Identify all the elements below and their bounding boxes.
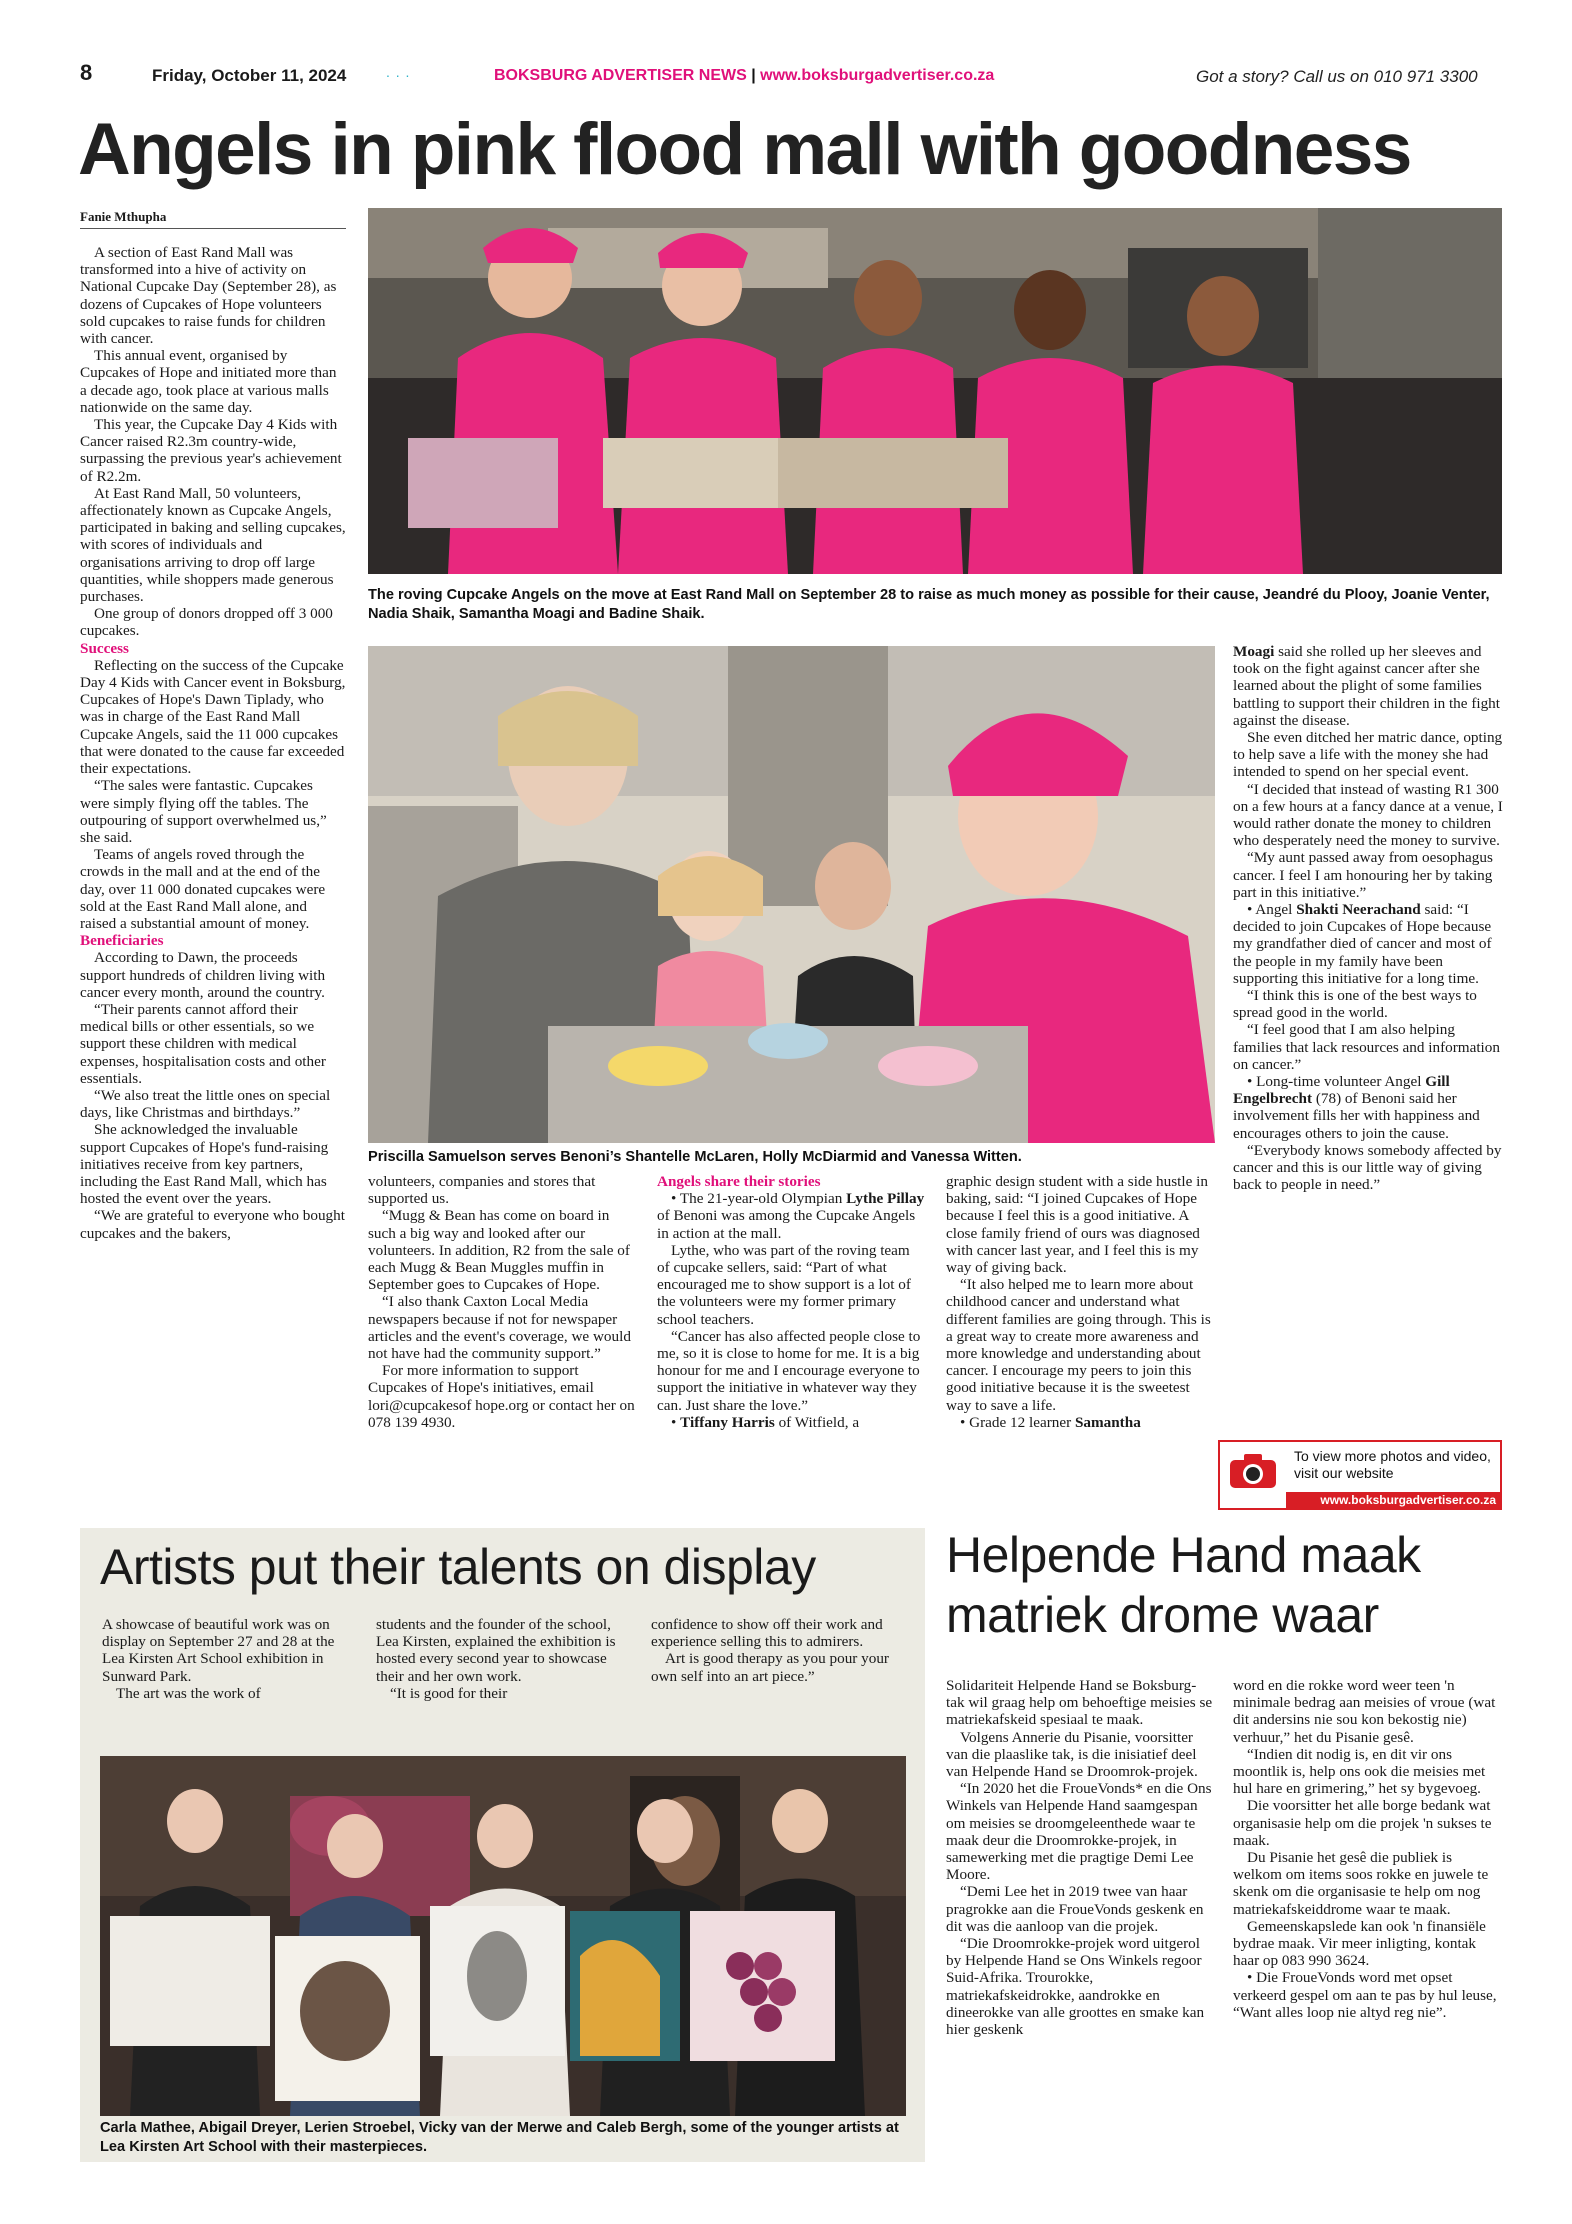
paragraph <box>946 1729 1214 1781</box>
paragraph-text: • Die FroueVonds word met opset verkeerd gespel om aan te pas by hul leuse, “Want alles loop nie altyd reg nie”. <box>1233 1969 1497 2021</box>
paragraph-text: The art was the work of <box>116 1684 261 1702</box>
subheading: Angels share their stories <box>657 1173 821 1190</box>
paragraph-text: said: “I decided to join Cupcakes of Hope because my grandfather died of cancer and most of the people in my family have been supporting this initiative for a long time. <box>1233 901 1492 987</box>
article1-column-3 <box>657 1173 925 1431</box>
paragraph-text: A showcase of beautiful work was on display on September 27 and 28 at the Lea Kirsten Art School exhibition in Sunward Park. <box>102 1616 335 1685</box>
paragraph-text: Solidariteit Helpende Hand se Boksburg-tak wil graag help om behoeftige meisies se matriekafskeid spesiaal te maak. <box>946 1677 1213 1729</box>
paragraph <box>368 1293 636 1362</box>
paragraph-text: According to Dawn, the proceeds support hundreds of children living with cancer every month, around the country. <box>80 949 326 1001</box>
byline: Fanie Mthupha <box>80 209 167 224</box>
paragraph-text: “Demi Lee het in 2019 twee van haar pragrokke aan die FroueVonds geskenk en dit was die aanloop van die projek. <box>946 1883 1204 1935</box>
paragraph-text: (78) of Benoni said her involvement fills her with happiness and encourages others to join the cause. <box>1233 1090 1480 1142</box>
paragraph-text: “We are grateful to everyone who bought cupcakes and the bakers, <box>80 1207 345 1242</box>
person-name: Samantha <box>1074 1413 1141 1431</box>
article1-column-4 <box>946 1173 1214 1431</box>
paragraph <box>946 1935 1214 2038</box>
paragraph <box>80 347 346 416</box>
paragraph-text: word en die rokke word weer teen 'n minimale bedrag aan meisies of vroue (wat dit andersins nie sou kon bekostig nie) verhuur,” het du Pisanie gesê. <box>1233 1677 1496 1746</box>
paragraph <box>946 1780 1214 1883</box>
paragraph <box>657 1242 925 1328</box>
paragraph <box>1233 1969 1503 2021</box>
headline-line-1: Helpende Hand maak <box>946 1527 1421 1583</box>
paragraph-text: Gemeenskapslede kan ook 'n finansiële bydrae maak. Vir meer inligting, kontak haar op 083 990 3624. <box>1233 1917 1486 1970</box>
paragraph <box>1233 1677 1503 1746</box>
paragraph-text: Art is good therapy as you pour your own self into an art piece.” <box>651 1650 889 1685</box>
paragraph <box>80 846 346 932</box>
young-artists-photo <box>100 1756 906 2116</box>
paragraph <box>80 949 346 1001</box>
paragraph <box>1233 901 1503 987</box>
paragraph <box>1233 1849 1503 1918</box>
paragraph <box>102 1616 358 1685</box>
paragraph-text: This year, the Cupcake Day 4 Kids with Cancer raised R2.3m country-wide, surpassing the previous year's achievement of R2.2m. <box>80 416 342 485</box>
paragraph-text: Die voorsitter het alle borge bedank wat organisasie help om die projek 'n sukses te maak. <box>1233 1797 1492 1849</box>
paragraph <box>80 1001 346 1087</box>
article3-column-2 <box>1233 1677 1503 2021</box>
paragraph <box>368 1362 636 1431</box>
byline-rule <box>80 228 346 229</box>
paragraph <box>376 1616 632 1685</box>
tip-line: Got a story? Call us on 010 971 3300 <box>1196 67 1478 86</box>
article2-column-2 <box>376 1616 632 1702</box>
website-promo-box[interactable] <box>1218 1440 1502 1510</box>
paragraph <box>1233 1073 1503 1142</box>
paragraph <box>946 1883 1214 1935</box>
paragraph-text: Lythe, who was part of the roving team of cupcake sellers, said: “Part of what encouraged me to show support is a lot of the volunteers were my former primary school teachers. <box>657 1241 911 1328</box>
paragraph-text: “We also treat the little ones on special days, like Christmas and birthdays.” <box>80 1086 331 1122</box>
paragraph-text: • <box>671 1413 681 1431</box>
paragraph <box>80 1087 346 1121</box>
paragraph-text: “Indien dit nodig is, en dit vir ons moontlik is, help ons ook die meisies met hul hare en grimering,” het sy bygevoeg. <box>1233 1745 1486 1798</box>
paragraph-text: “I feel good that I am also helping families that lack resources and information on cancer.” <box>1233 1021 1500 1073</box>
issue-date: Friday, October 11, 2024 <box>152 66 347 85</box>
person-name: Tiffany Harris <box>680 1413 775 1431</box>
page-number: 8 <box>80 60 93 85</box>
paragraph <box>1233 729 1503 781</box>
paragraph <box>80 485 346 605</box>
cupcake-angels-photo <box>368 208 1502 574</box>
paragraph-text: of Benoni was among the Cupcake Angels in action at the mall. <box>657 1207 916 1242</box>
paragraph <box>80 657 346 777</box>
paragraph <box>657 1190 925 1242</box>
paragraph <box>946 1173 1214 1276</box>
paragraph-text: Reflecting on the success of the Cupcake Day 4 Kids with Cancer event in Boksburg, Cupcakes of Hope's Dawn Tiplady, who was in charge of the East Rand Mall Cupcake Angels, said the 11 000 cupcakes that were donated to the cause far exceeded their expectations. <box>80 656 346 778</box>
paragraph-text: “Mugg & Bean has come on board in such a big way and looked after our volunteers. In addition, R2 from the sale of each Mugg & Bean Muggles muffin in September goes to Cupcakes of Hope. <box>368 1207 630 1294</box>
paragraph <box>1233 1021 1503 1073</box>
paragraph <box>651 1650 907 1684</box>
paragraph-text: said she rolled up her sleeves and took on the fight against cancer after she learned about the plight of some families battling to support their children in the fight against the disease. <box>1233 643 1500 729</box>
paragraph <box>657 1328 925 1414</box>
helpende-hand-headline <box>946 1525 1421 1645</box>
paragraph-text: At East Rand Mall, 50 volunteers, affectionately known as Cupcake Angels, participated in baking and selling cupcakes, with scores of individuals and organisations arriving to drop off large quantities, while shoppers made generous purchases. <box>80 484 346 606</box>
paragraph-text: of Witfield, a <box>774 1413 860 1431</box>
paragraph <box>1233 781 1503 850</box>
paragraph-text: “Everybody knows somebody affected by cancer and this is our little way of giving back to people in need.” <box>1233 1141 1502 1194</box>
paragraph-text: “I think this is one of the best ways to spread good in the world. <box>1233 987 1477 1022</box>
paragraph <box>80 605 346 639</box>
caption-young-artists: Carla Mathee, Abigail Dreyer, Lerien Stroebel, Vicky van der Merwe and Caleb Bergh, some of the younger artists at Lea Kirsten Art School with their masterpieces. <box>100 2120 899 2155</box>
article2-column-3 <box>651 1616 907 1685</box>
paragraph-text: • The 21-year-old Olympian <box>671 1190 847 1208</box>
subheading: Beneficiaries <box>80 932 164 950</box>
date-dots: . . . <box>386 64 411 80</box>
paragraph-text: One group of donors dropped off 3 000 cupcakes. <box>80 605 333 640</box>
headline-line-2: matriek drome waar <box>946 1587 1379 1643</box>
paragraph-text: • Angel <box>1247 901 1297 919</box>
header-website-link[interactable]: www.boksburgadvertiser.co.za <box>760 67 995 84</box>
paragraph-text: volunteers, companies and stores that supported us. <box>368 1173 596 1208</box>
caption-cupcake-angels: The roving Cupcake Angels on the move at East Rand Mall on September 28 to raise as much money as possible for their cause, Jeandré du Plooy, Joanie Venter, Nadia Shaik, Samantha Moagi and Badine Shaik. <box>368 587 1490 622</box>
article3-column-1 <box>946 1677 1214 2038</box>
paragraph-text: Du Pisanie het gesê die publiek is welkom om items soos rokke en juwele te skenk om die organisasie te help om nog matriekafskeiddrome waar te maak. <box>1233 1849 1489 1918</box>
paragraph-text: Teams of angels roved through the crowds in the mall and at the end of the day, over 11 000 donated cupcakes were sold at the East Rand Mall alone, and raised a substantial amount of money. <box>80 846 326 932</box>
artists-headline: Artists put their talents on display <box>100 1539 816 1595</box>
paragraph <box>946 1276 1214 1414</box>
paragraph-text: For more information to support Cupcakes of Hope's initiatives, email lori@cupcakesof hope.org or contact her on 078 139 4930. <box>368 1362 635 1431</box>
paragraph <box>1233 1746 1503 1798</box>
paragraph-text: “Die Droomrokke-projek word uitgerol by Helpende Hand se Ons Winkels regoor Suid-Afrika. Trourokke, matriekafskeidrokke, aandrokke en dineerokke van alle groottes en smake kan hier geskenk <box>946 1935 1205 2039</box>
paragraph <box>651 1616 907 1650</box>
paragraph <box>80 244 346 347</box>
paragraph-text: confidence to show off their work and experience selling this to admirers. <box>651 1616 883 1651</box>
paragraph <box>1233 849 1503 901</box>
paragraph-text: “It also helped me to learn more about childhood cancer and understand what different families are going through. This is a great way to create more awareness and more knowledge and understanding about cancer. I encourage my peers to join this good initiative because it is the sweetest way to save a life. <box>946 1276 1211 1414</box>
person-name: Gill Engelbrecht <box>1233 1073 1450 1108</box>
article1-column-1 <box>80 244 346 1242</box>
paragraph <box>80 777 346 846</box>
paragraph-text: students and the founder of the school, Lea Kirsten, explained the exhibition is hosted every second year to showcase their and her own work. <box>376 1616 616 1685</box>
paper-name <box>494 67 994 85</box>
paragraph-text: “My aunt passed away from oesophagus cancer. I feel I am honouring her by taking part in this initiative.” <box>1233 849 1493 901</box>
paragraph <box>1233 1918 1503 1970</box>
paragraph-text: “Cancer has also affected people close to me, so it is close to home for me. It is a big honour for me and I encourage everyone to support the initiative in whatever way they can. Just share the love.” <box>657 1327 921 1414</box>
paper-title: BOKSBURG ADVERTISER NEWS <box>494 67 747 84</box>
paragraph-text: “I decided that instead of wasting R1 300 on a few hours at a fancy dance at a venue, I would rather donate the money to children who desperately need the money to survive. <box>1233 780 1503 850</box>
subheading: Success <box>80 639 129 657</box>
paragraph-text: “In 2020 het die FroueVonds* en die Ons Winkels van Helpende Hand saamgespan om meisies se droomgeleenthede waar te maak deur die Droomrokke-projek, in samewerking met die pragtige Demi Lee Moore. <box>946 1780 1212 1884</box>
promo-text: To view more photos and video, visit our website <box>1294 1448 1491 1481</box>
main-headline: Angels in pink flood mall with goodness <box>78 109 1411 190</box>
article2-column-1 <box>102 1616 358 1702</box>
paragraph <box>368 1173 636 1207</box>
paragraph <box>1233 643 1503 729</box>
paragraph <box>80 1121 346 1207</box>
paragraph-text: She acknowledged the invaluable support Cupcakes of Hope's fund-raising initiatives receive from key partners, including the East Rand Mall, which has hosted the event over the years. <box>80 1121 329 1208</box>
paragraph-text: • Grade 12 learner <box>960 1413 1075 1431</box>
paragraph-text: graphic design student with a side hustle in baking, said: “I joined Cupcakes of Hope because I feel this is a good initiative. A close family friend of ours was diagnosed with cancer last year, and I feel this is my way of giving back. <box>946 1173 1208 1277</box>
paragraph <box>368 1207 636 1293</box>
paragraph <box>80 1207 346 1241</box>
paragraph-text: • Long-time volunteer Angel <box>1247 1073 1426 1091</box>
promo-url[interactable]: www.boksburgadvertiser.co.za <box>1286 1492 1500 1508</box>
camera-icon <box>1228 1450 1278 1490</box>
paragraph <box>1233 987 1503 1021</box>
paragraph-text: “It is good for their <box>390 1684 508 1702</box>
paragraph-text: “Their parents cannot afford their medical bills or other essentials, so we support these children with medical expenses, hospitalisation costs and other essentials. <box>80 1000 326 1087</box>
paragraph-text: She even ditched her matric dance, opting to help save a life with the money she had intended to spend on her special event. <box>1233 729 1503 781</box>
article1-column-5 <box>1233 643 1503 1194</box>
paragraph <box>1233 1797 1503 1849</box>
paragraph-text: This annual event, organised by Cupcakes of Hope and initiated more than a decade ago, took place at various malls nationwide on the same day. <box>80 347 337 416</box>
paragraph <box>1233 1142 1503 1194</box>
paragraph <box>376 1685 632 1702</box>
person-name: Shakti Neerachand <box>1296 901 1421 919</box>
paragraph-text: “The sales were fantastic. Cupcakes were simply flying off the tables. The outpouring of support overwhelmed us,” she said. <box>80 777 327 846</box>
paragraph <box>657 1414 925 1431</box>
person-name: Moagi <box>1233 643 1275 660</box>
caption-priscilla: Priscilla Samuelson serves Benoni’s Shantelle McLaren, Holly McDiarmid and Vanessa Witten. <box>368 1149 1022 1165</box>
paragraph <box>102 1685 358 1702</box>
paragraph-text: Volgens Annerie du Pisanie, voorsitter van die plaaslike tak, is die inisiatief deel van Helpende Hand se Droomrok-projek. <box>946 1728 1198 1781</box>
paragraph <box>80 416 346 485</box>
paragraph <box>946 1414 1214 1431</box>
paragraph-text: “I also thank Caxton Local Media newspapers because if not for newspaper articles and the event's coverage, we would not have had the community support.” <box>368 1293 631 1363</box>
priscilla-serving-photo <box>368 646 1215 1143</box>
header-separator: | <box>751 67 756 84</box>
paragraph <box>946 1677 1214 1729</box>
person-name: Lythe Pillay <box>846 1190 925 1208</box>
paragraph-text: A section of East Rand Mall was transformed into a hive of activity on National Cupcake Day (September 28), as dozens of Cupcakes of Hope volunteers sold cupcakes to raise funds for children with cancer. <box>80 244 337 348</box>
article1-column-2 <box>368 1173 636 1431</box>
